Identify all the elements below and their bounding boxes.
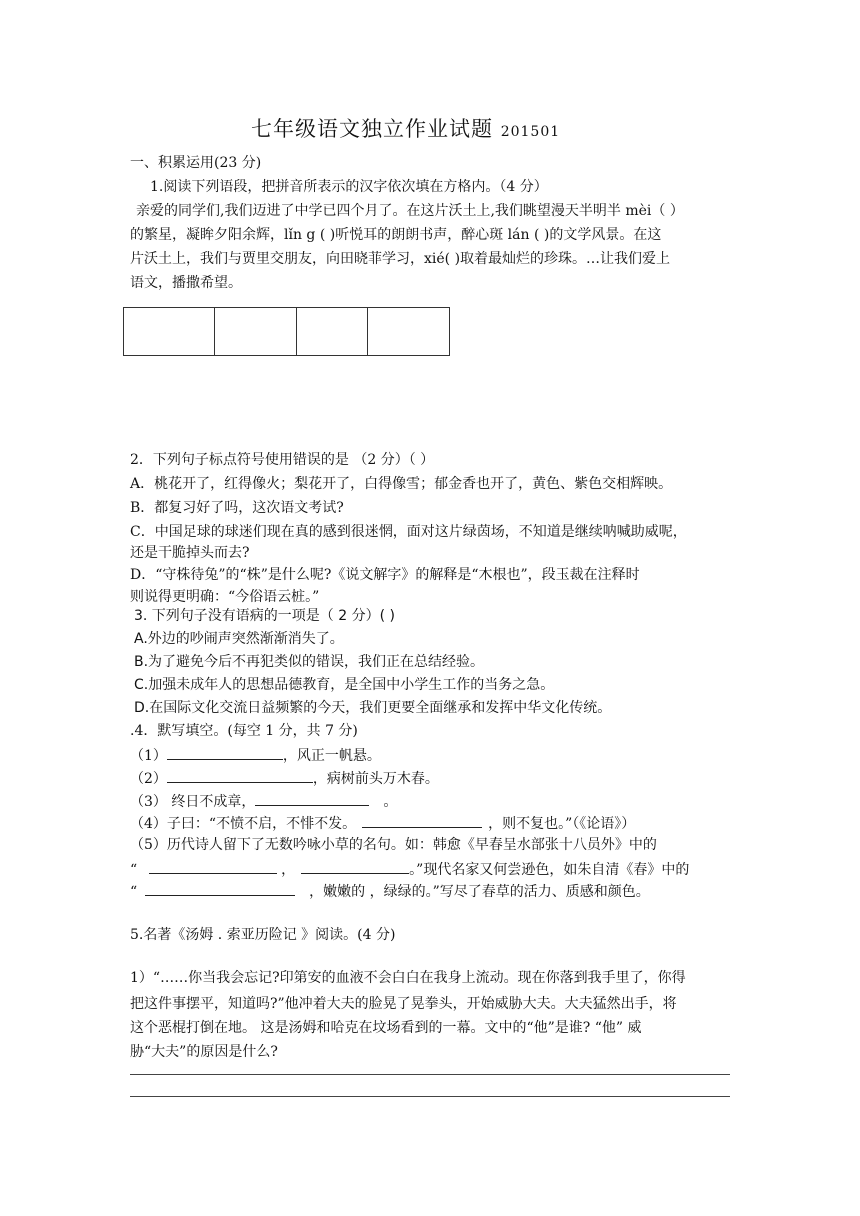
fill-blank[interactable]: [167, 768, 313, 783]
fill-blank[interactable]: [145, 881, 295, 896]
q4-line-label: （1）: [130, 748, 167, 764]
q5-passage-line: 把这件事摆平，知道吗?”他冲着大夫的脸晃了晃拳头，开始威胁大夫。大夫猛然出手，将: [130, 996, 677, 1012]
q5-passage-line: 1）“……你当我会忘记?印第安的血液不会白白在我身上流动。现在你落到我手里了，你得: [130, 970, 686, 986]
q4-line-text: “: [130, 884, 138, 900]
q5-passage-line: 胁“大夫”的原因是什么?: [130, 1044, 278, 1060]
q4-line-5: （5）历代诗人留下了无数吟咏小草的名句。如：韩愈《早春呈水部张十八员外》中的: [130, 837, 657, 853]
fill-blank[interactable]: [149, 859, 277, 874]
q4-line-text: ，风正一帆悬。: [282, 748, 381, 764]
q4-line-label: （2）: [130, 771, 167, 787]
q2-option: D．“守株待兔”的“株”是什么呢?《说文解字》的解释是“木根也”，段玉裁在注释时: [130, 567, 640, 583]
answer-box[interactable]: [368, 308, 449, 355]
q1-passage-line: 亲爱的同学们,我们迈进了中学已四个月了。在这片沃土上,我们眺望漫天半明半 mèi（ ）: [136, 203, 684, 219]
q2-option: C．中国足球的球迷们现在真的感到很迷惘，面对这片绿茵场，不知道是继续呐喊助威呢，: [130, 524, 687, 540]
fill-blank[interactable]: [301, 859, 409, 874]
answer-box[interactable]: [297, 308, 368, 355]
q4-line-text: “: [130, 862, 138, 878]
title-code: 201501: [500, 124, 561, 140]
answer-box[interactable]: [124, 308, 215, 355]
q2-option: A．桃花开了，红得像火；梨花开了，白得像雪；郁金香也开了，黄色、紫色交相辉映。: [130, 476, 673, 492]
q1-prompt: 1.阅读下列语段，把拼音所表示的汉字依次填在方格内。（4 分）: [150, 179, 548, 195]
q4-line-5c: [130, 881, 650, 901]
q2-option: 则说得更明确：“今俗语云桩。”: [130, 589, 320, 605]
q5-passage-line: 这个恶棍打倒在地。 这是汤姆和哈克在坟场看到的一幕。文中的“他”是谁? “他” 威: [130, 1020, 642, 1036]
q4-line-2: [130, 768, 439, 788]
answer-box[interactable]: [215, 308, 297, 355]
fill-blank[interactable]: [362, 813, 482, 828]
section-heading: 一、积累运用(23 分): [130, 155, 262, 171]
page-title: [251, 117, 561, 141]
q3-option: D.在国际文化交流日益频繁的今天，我们更要全面继承和发挥中华文化传统。: [134, 700, 612, 716]
q4-line-5b: [130, 859, 689, 879]
q1-passage-line: 语文，播撒希望。: [130, 275, 242, 291]
q4-line-label: （4）子曰：“不愤不启，不悱不发。: [130, 816, 357, 832]
q3-option: C.加强未成年人的思想品德教育，是全国中小学生工作的当务之急。: [134, 677, 555, 693]
q2-prompt: 2．下列句子标点符号使用错误的是 （2 分）（ ）: [130, 452, 435, 468]
q3-prompt: 3. 下列句子没有语病的一项是（ 2 分）( ): [134, 608, 395, 624]
q4-line-text: ，嫩嫩的 ，绿绿的。”写尽了春草的活力、质感和颜色。: [309, 884, 650, 900]
answer-line[interactable]: [130, 1074, 730, 1075]
q1-passage-line: 的繁星，凝眸夕阳余辉，lǐn g ( )听悦耳的朗朗书声，醉心斑 lán ( )的文学风景。在这: [130, 227, 662, 243]
fill-blank[interactable]: [167, 745, 283, 760]
q3-option: A.外边的吵闹声突然渐渐消失了。: [134, 631, 344, 647]
q4-line-text: ，病树前头万木春。: [312, 771, 439, 787]
q4-line-text: 。”现代名家又何尝逊色，如朱自清《春》中的: [409, 862, 690, 878]
fill-blank[interactable]: [255, 791, 369, 806]
q4-line-3: [130, 791, 397, 811]
q3-option: B.为了避免今后不再犯类似的错误，我们正在总结经验。: [134, 654, 485, 670]
q2-option: B．都复习好了吗，这次语文考试?: [130, 500, 344, 516]
q2-option: 还是干脆掉头而去?: [130, 545, 250, 561]
answer-line[interactable]: [130, 1096, 730, 1097]
q4-prompt: .4．默写填空。(每空 1 分，共 7 分): [130, 723, 358, 739]
answer-grid: [123, 307, 450, 356]
q4-line-1: [130, 745, 381, 765]
title-text: 七年级语文独立作业试题: [251, 117, 493, 141]
q4-line-text: ，: [281, 862, 296, 878]
q4-line-4: [130, 813, 635, 833]
q1-passage-line: 片沃土上，我们与贾里交朋友，向田晓菲学习，xié( )取着最灿烂的珍珠。…让我们爱上: [130, 251, 671, 267]
q4-line-text: ，则不复也。”（《论语》）: [488, 816, 636, 832]
q5-prompt: 5.名著《汤姆 . 索亚历险记 》阅读。(4 分): [130, 927, 396, 943]
q4-line-label: （3） 终日不成章，: [130, 794, 256, 810]
q4-line-text: 。: [383, 794, 398, 810]
